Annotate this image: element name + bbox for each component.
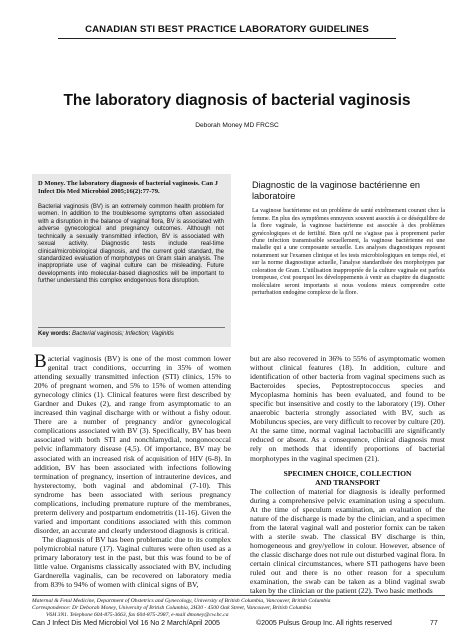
article-title: The laboratory diagnosis of bacterial vaginosis	[63, 92, 411, 109]
drop-cap: B	[34, 351, 47, 372]
keywords-list: Bacterial vaginosis; Infection; Vaginitis	[72, 331, 174, 337]
running-header: CANADIAN STI BEST PRACTICE LABORATORY GUIDELINES	[85, 24, 369, 35]
abstract-english	[32, 174, 231, 347]
copyright: ©2005 Pulsus Group Inc. All rights reserved	[256, 620, 392, 627]
header-rule	[58, 38, 396, 39]
french-abstract-title: Diagnostic de la vaginose bactérienne en laboratoire	[252, 180, 421, 201]
french-abstract-text: La vaginose bactérienne est un problème de santé extrêmement courant chez la femme. En plus des symptômes ennuyeux souvent associés à ce déséquilibre de la flore vaginale, la vaginose bactérienne est associée à des problèmes gynécologiques et de fertilité. Bien qu'il ne s'agisse pas à proprement parler d'une infection transmissible sexuellement, la vaginose bactérienne est une maladie qui a une composante sexuelle. Les analyses diagnostiques reposent notamment sur l'examen clinique et les tests microbiologiques en temps réel, et sur la norme diagnostique actuelle, l'analyse standardisée des morphotypes par coloration de Gram. L'utilisation inappropriée de la culture vaginale est parfois trompeuse, c'est pourquoi les développements à venir au chapitre du diagnostic moléculaire seront importants si nous voulons mieux comprendre cette perturbation endogène complexe de la flore.	[252, 208, 445, 297]
body-paragraph: The diagnosis of BV has been problematic due to its complex polymicrobial nature (17). Vaginal cultures were often used as a primary laboratory test in the past, but this was found to be of little value. Organisms classically associated with BV, including Gardnerella vaginalis, can be recovered on laboratory media from 83% to 94% of women with clinical signs of BV,	[34, 534, 231, 590]
abstract-french	[252, 174, 445, 347]
keywords-label: Key words:	[38, 331, 71, 337]
body-column-left	[34, 351, 231, 590]
keywords-rule	[38, 327, 225, 328]
section-heading-line: AND TRANSPORT	[315, 477, 380, 487]
abstract-citation: D Money. The laboratory diagnosis of bacterial vaginosis. Can J Infect Dis Med Microbiol 2005;16(2):77-79.	[38, 180, 218, 196]
journal-reference: Can J Infect Dis Med Microbiol Vol 16 No 2 March/April 2005	[32, 620, 220, 627]
body-paragraph: but are also recovered in 36% to 55% of asymptomatic women without clinical features (18). In addition, culture and identification of other bacteria from vaginal specimens such as Bacteroides species, Peptostreptococcus species and Mycoplasma hominis has been evaluated, and found to be specific but insensitive and costly to the laboratory (19). Other anaerobic bacteria strongly associated with BV, such as Mobiluncus species, are very difficult to recover by culture (20). At the same time, normal vaginal lactobacilli are significantly reduced or absent. As a consequence, clinical diagnosis must rely on methods that identify proportions of bacterial morphotypes in the vaginal specimen (21).	[250, 354, 445, 463]
contact: V6H 3N1. Telephone 604-875-3663, fax 604-875-2987, e-mail dmoney@cw.bc.ca	[46, 611, 229, 618]
correspondence: Correspondence: Dr Deborah Money, University of British Columbia, 2H30 - 4500 Oak Street, Vancouver, British Columbia	[32, 604, 312, 611]
section-heading	[250, 469, 445, 487]
footnote	[32, 598, 452, 619]
affiliation: Maternal & Fetal Medicine, Department of Obstetrics and Gynecology, University of British Columbia, Vancouver, British Columbia	[32, 598, 331, 604]
article-author: Deborah Money MD FRCSC	[195, 122, 279, 129]
page-number: 77	[430, 620, 438, 627]
footnote-rule	[32, 595, 445, 596]
body-column-right	[250, 354, 445, 596]
section-heading-line: SPECIMEN CHOICE, COLLECTION	[283, 468, 412, 478]
abstract-text: Bacterial vaginosis (BV) is an extremely common health problem for women. In addition to the troublesome symptoms often associated with a disruption in the balance of vaginal flora, BV is associated with adverse gynecological and pregnancy outcomes. Although not technically a sexually transmitted infection, BV is associated with sexual activity. Diagnostic tests include real-time clinical/microbiological diagnosis, and the current gold standard, the standardized evaluation of morphotypes on Gram stain analysis. The inappropriate use of vaginal culture can be misleading. Future developments into molecular-based diagnostics will be important to further understand this complex endogenous flora disruption.	[38, 203, 224, 285]
keywords	[38, 331, 225, 338]
body-paragraph: acterial vaginosis (BV) is one of the most common lower genital tract conditions, occurring in 35% of women attending sexually transmitted infection (STI) clinics, 15% to 20% of pregnant women, and 5% to 15% of women attending gynecology clinics (1). Clinical features were first described by Gardner and Dukes (2), and range from asymptomatic to an increased thin vaginal discharge with or without a fishy odour. There are a number of pregnancy and/or gynecological complications associated with BV (3). Specifically, BV has been associated with both STI and nonchlamydial, nongonococcal pelvic inflammatory disease (4,5). Of importance, BV may be associated with an increased risk of acquisition of HIV (6-8). In addition, BV has been associated with infections following termination of pregnancy, insertion of intrauterine devices, and hysterectomy, both vaginal and abdominal (7-10). This syndrome has been associated with serious pregnancy complications, including premature rupture of the membranes, preterm delivery and postpartum endometritis (11-16). Given the varied and important conditions associated with this common disorder, an accurate and clearly understood diagnosis is critical.	[34, 354, 231, 535]
body-paragraph: The collection of material for diagnosis is ideally performed during a comprehensive pelvic examination using a speculum. At the time of speculum examination, an evaluation of the nature of the discharge is made by the clinician, and a specimen from the lateral vaginal wall and posterior fornix can be taken with a sterile swab. The classical BV discharge is thin, homogeneous and grey/yellow in colour. However, absence of the classic discharge does not rule out disturbed vaginal flora. In certain clinical circumstances, where STI pathogens have been ruled out and there is no other reason for a speculum examination, the swab can be taken as a blind vaginal swab taken by the clinician or the patient (22). Two basic methods	[250, 486, 445, 596]
